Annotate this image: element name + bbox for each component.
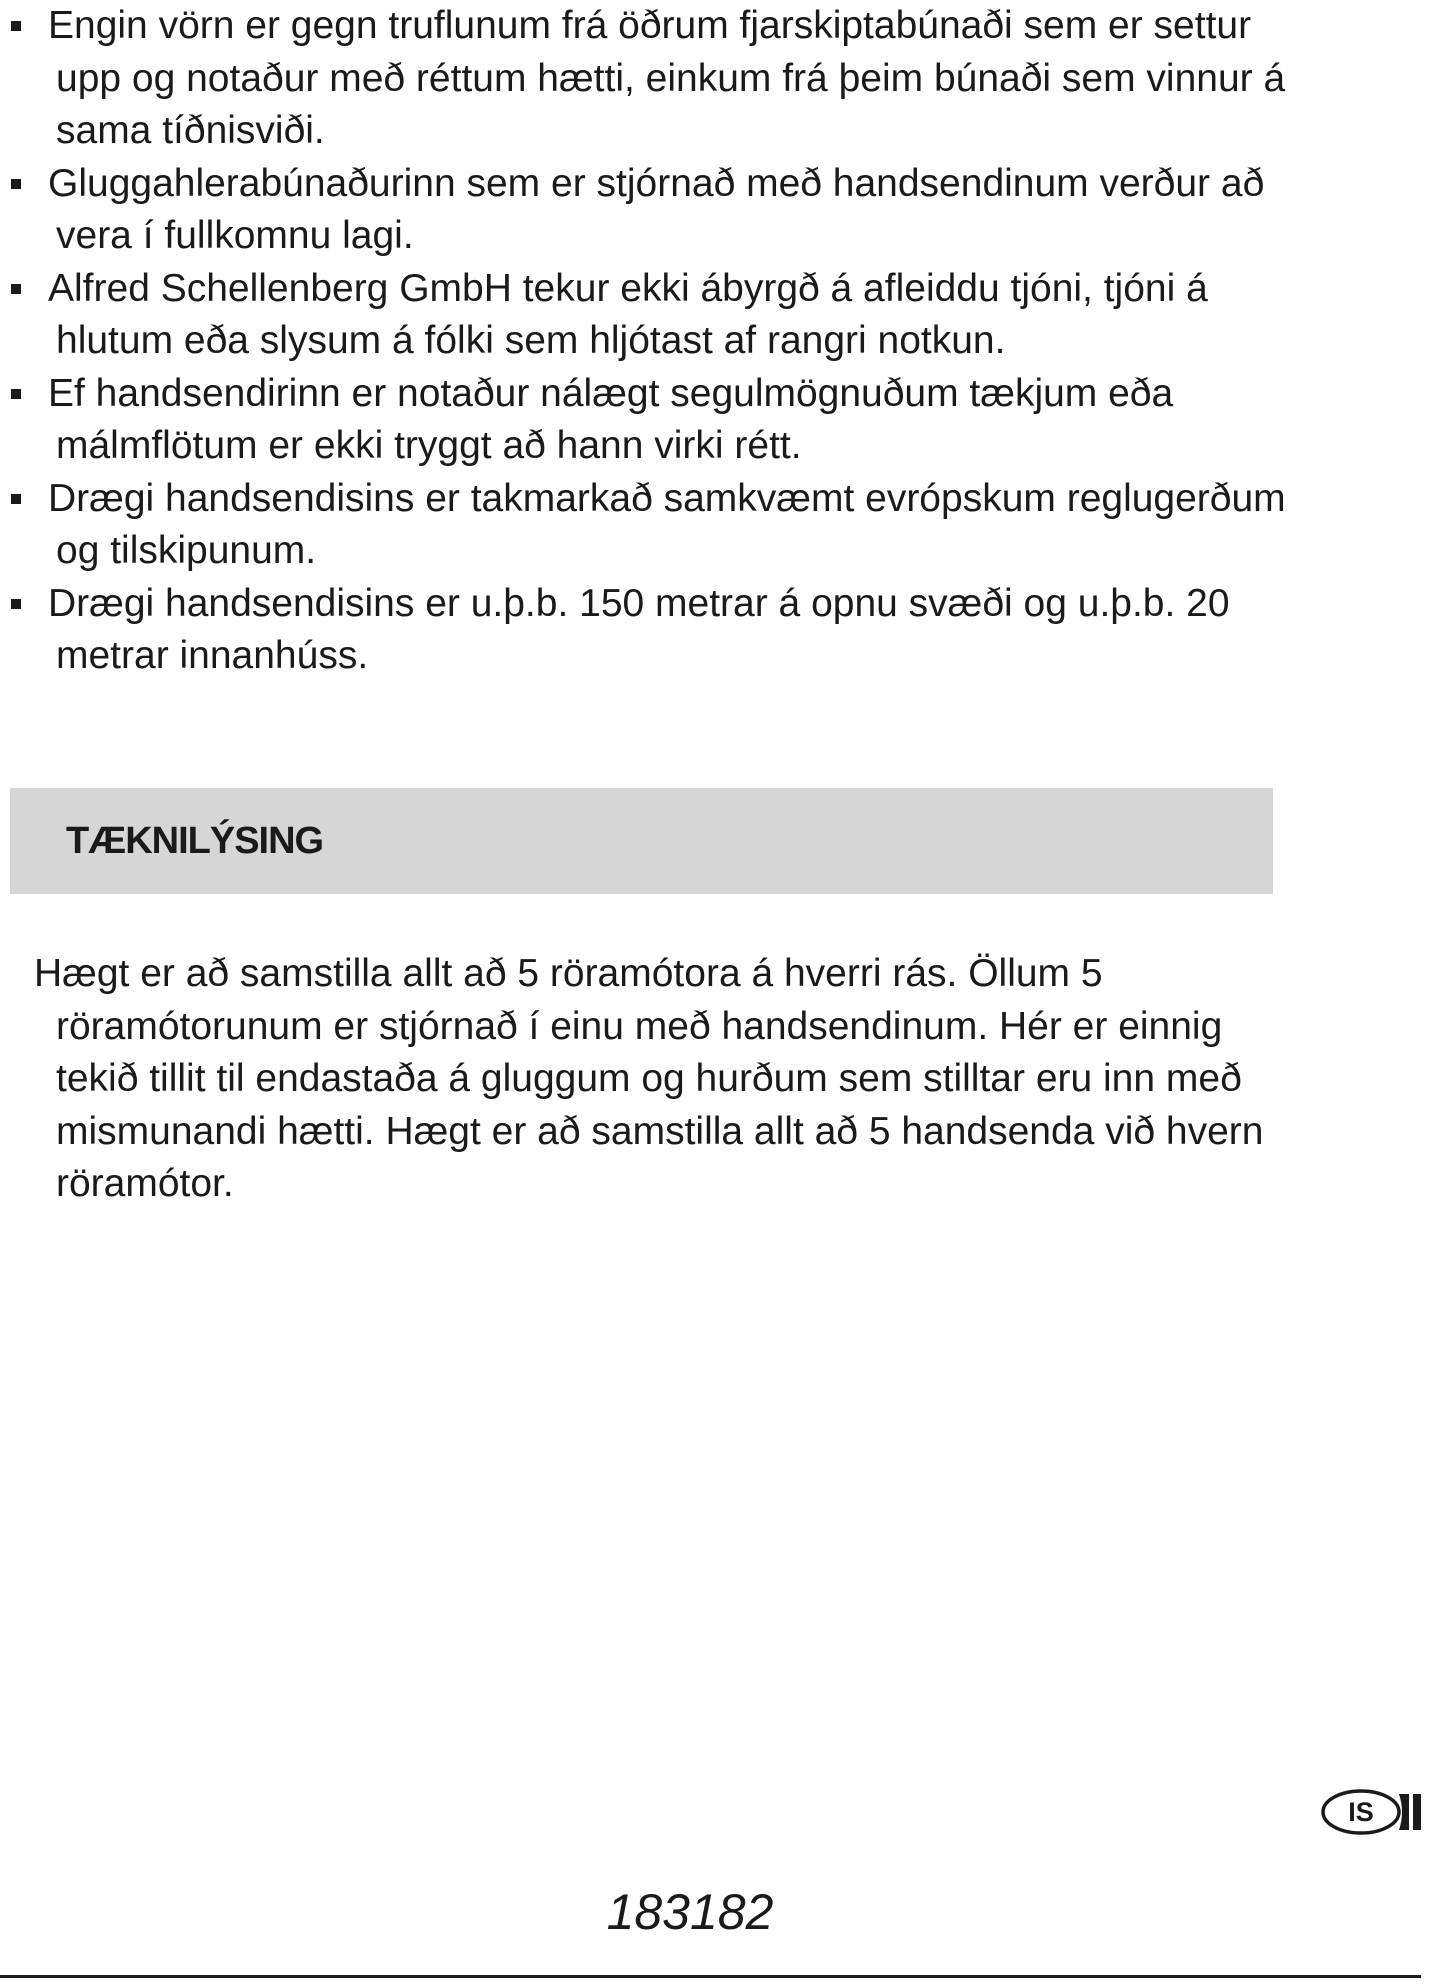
language-badge-bar [1413,1794,1421,1830]
bullet-marker [11,284,21,294]
bullet-marker [11,494,21,504]
list-item-text: Ef handsendirinn er notaður nálægt segulmögnuðum tækjum eða málmflötum er ekki tryggt að hann virki rétt. [48,371,1174,467]
section-header-band [10,788,1273,894]
bullet-marker [11,21,21,31]
list-item-text: Drægi handsendisins er u.þ.b. 150 metrar á opnu svæði og u.þ.b. 20 metrar innanhúss. [48,581,1230,677]
language-badge-graphic [1315,1788,1423,1836]
list-item-text: Gluggahlerabúnaðurinn sem er stjórnað með handsendinum verður að vera í fullkomnu lagi. [48,161,1265,257]
list-item [0,473,1300,578]
language-badge [1315,1788,1423,1836]
bullet-marker [11,389,21,399]
section-title: TÆKNILÝSING [66,820,324,862]
bullet-marker [11,599,21,609]
language-code: IS [1348,1797,1374,1827]
list-item [0,368,1300,473]
list-item-text: Alfred Schellenberg GmbH tekur ekki ábyrgð á afleiddu tjóni, tjóni á hlutum eða slysum á fólki sem hljótast af rangri notkun. [48,266,1208,362]
bottom-divider [0,1975,1421,1978]
page-number: 183182 [606,1884,774,1940]
safety-notes-list [0,0,1300,683]
bullet-marker [11,179,21,189]
list-item [0,263,1300,368]
list-item [0,578,1300,683]
list-item-text: Engin vörn er gegn truflunum frá öðrum fjarskiptabúnaði sem er settur upp og notaður með réttum hætti, einkum frá þeim búnaði sem vinnur á sama tíðnisviði. [48,4,1286,152]
list-item-text: Drægi handsendisins er takmarkað samkvæmt evrópskum reglugerðum og tilskipunum. [48,476,1286,572]
list-item [0,158,1300,263]
list-item [0,0,1300,158]
section-paragraph: Hægt er að samstilla allt að 5 röramótora á hverri rás. Öllum 5 röramótorunum er stjórnað í einu með handsendinum. Hér er einnig tekið tillit til endastaða á gluggum og hurðum sem stilltar eru inn með mismunandi hætti. Hægt er að samstilla allt að 5 handsenda við hvern röramótor. [34,952,1264,1205]
